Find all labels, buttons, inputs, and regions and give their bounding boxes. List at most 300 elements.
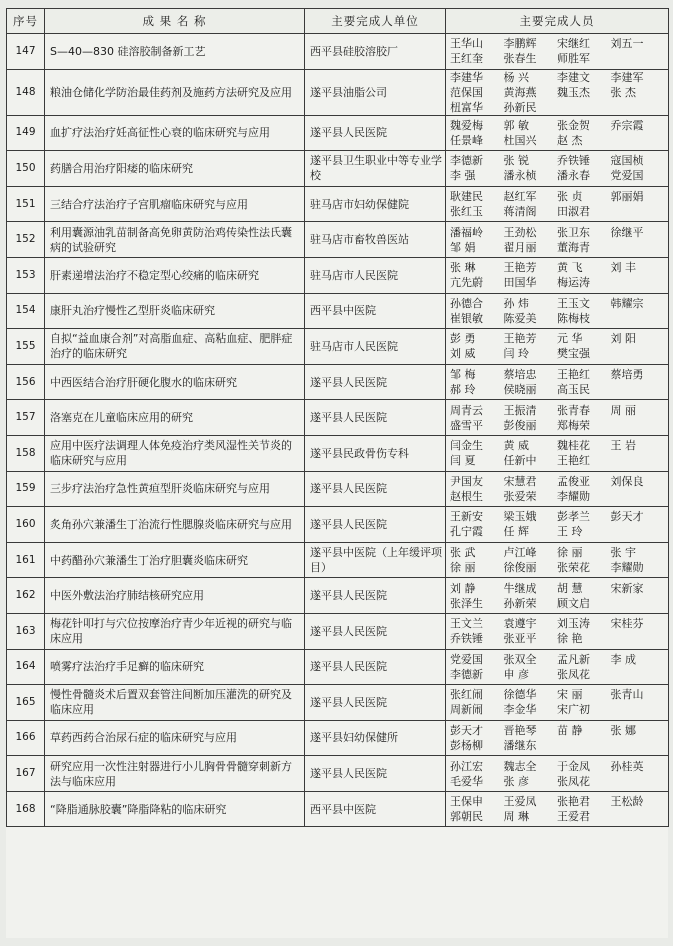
people-line: [450, 418, 664, 433]
person-name: 孟凡新: [557, 652, 590, 666]
person-name: 张亚平: [503, 632, 537, 646]
completion-unit: 遂平县人民医院: [305, 471, 446, 507]
completion-people: [446, 222, 669, 258]
person-name: 张金贺: [557, 118, 590, 132]
person-name: 王文兰: [450, 617, 483, 631]
person-name: [611, 100, 665, 115]
person-name: 李耀勋: [557, 489, 590, 503]
person-name: 彭孝兰: [557, 510, 590, 524]
person-name: 宋新家: [610, 581, 644, 595]
person-name: 周 丽: [610, 403, 636, 417]
person-name: 乔铁锤: [557, 154, 590, 168]
completion-unit: 遂平县油脂公司: [305, 69, 446, 115]
person-name: 郭朝民: [450, 810, 483, 824]
table-row: [7, 578, 669, 614]
achievement-title: 血扩疗法治疗妊高征性心衰的临床研究与应用: [45, 115, 305, 151]
achievement-title: 自拟“益血康合剂”对高脂血症、高粘血症、肥胖症治疗的临床研究: [45, 329, 305, 365]
person-name: 孙新荣: [503, 596, 537, 610]
people-line: [450, 652, 664, 667]
achievement-title: 肝素递增法治疗不稳定型心绞痛的临床研究: [45, 257, 305, 293]
person-name: [611, 738, 665, 753]
person-name: 李建华: [450, 70, 483, 84]
table-row: [7, 542, 669, 578]
person-name: 田淑君: [557, 205, 590, 219]
people-line: [450, 36, 664, 51]
achievement-title: 洛塞克在儿童临床应用的研究: [45, 400, 305, 436]
person-name: 樊宝强: [557, 347, 590, 361]
completion-people: [446, 364, 669, 400]
person-name: 李耀勋: [610, 561, 644, 575]
table-row: [7, 720, 669, 756]
person-name: 刘 威: [450, 347, 476, 361]
header-no: 序号: [7, 9, 45, 34]
person-name: 彭杨柳: [450, 738, 483, 752]
person-name: 李金华: [503, 703, 537, 717]
row-number: 148: [7, 69, 45, 115]
achievement-title: “降脂通脉胶囊”降脂降粘的临床研究: [45, 791, 305, 827]
row-number: 166: [7, 720, 45, 756]
person-name: 张 锐: [503, 154, 529, 168]
completion-unit: 遂平县妇幼保健所: [305, 720, 446, 756]
person-name: 任 辉: [503, 525, 529, 539]
table-row: [7, 364, 669, 400]
person-name: 蔡培勇: [610, 368, 644, 382]
row-number: 155: [7, 329, 45, 365]
people-line: [450, 70, 664, 85]
person-name: 闫金生: [450, 439, 483, 453]
people-line: [450, 581, 664, 596]
person-name: 孙桂英: [610, 759, 644, 773]
people-line: [450, 687, 664, 702]
completion-unit: 西平县中医院: [305, 293, 446, 329]
person-name: 张 娜: [610, 723, 636, 737]
people-line: [450, 367, 664, 382]
completion-unit: 遂平县卫生职业中等专业学校: [305, 151, 446, 187]
person-name: 王红奎: [450, 52, 483, 66]
person-name: 王 岩: [610, 439, 636, 453]
person-name: 蒋清阁: [503, 205, 537, 219]
people-line: [450, 85, 664, 100]
person-name: 王艳红: [557, 368, 590, 382]
people-line: [450, 189, 664, 204]
person-name: 黄 飞: [557, 261, 583, 275]
completion-unit: 遂平县人民医院: [305, 507, 446, 543]
person-name: 孙 炜: [503, 296, 529, 310]
completion-unit: 遂平县人民医院: [305, 685, 446, 721]
table-row: [7, 685, 669, 721]
table-row: [7, 34, 669, 70]
people-line: [450, 311, 664, 326]
row-number: 164: [7, 649, 45, 685]
achievement-title: 炙角孙穴兼潘生丁治流行性腮腺炎临床研究与应用: [45, 507, 305, 543]
completion-people: [446, 186, 669, 222]
person-name: 魏爱梅: [450, 118, 483, 132]
people-line: [450, 296, 664, 311]
table-row: [7, 115, 669, 151]
row-number: 149: [7, 115, 45, 151]
completion-unit: 遂平县人民医院: [305, 400, 446, 436]
person-name: 张凤花: [557, 774, 590, 788]
person-name: 盛雪平: [450, 418, 483, 432]
person-name: 魏桂花: [557, 439, 590, 453]
table-row: [7, 400, 669, 436]
person-name: 王新安: [450, 510, 483, 524]
person-name: [611, 133, 665, 148]
achievement-title: 中医外敷法治疗肺结核研究应用: [45, 578, 305, 614]
achievement-title: 三步疗法治疗急性黄疸型肝炎临床研究与应用: [45, 471, 305, 507]
person-name: 魏志全: [503, 759, 537, 773]
table-row: [7, 791, 669, 827]
people-line: [450, 474, 664, 489]
completion-people: [446, 400, 669, 436]
row-number: 159: [7, 471, 45, 507]
person-name: 李建军: [610, 70, 644, 84]
people-line: [450, 403, 664, 418]
person-name: 张艳君: [557, 795, 590, 809]
achievements-table: [6, 8, 669, 827]
people-line: [450, 100, 664, 115]
completion-people: [446, 34, 669, 70]
achievement-title: 喷雾疗法治疗手足癣的临床研究: [45, 649, 305, 685]
person-name: 高玉民: [557, 383, 590, 397]
person-name: 刘 阳: [610, 332, 636, 346]
person-name: 乔宗霞: [610, 118, 644, 132]
people-line: [450, 133, 664, 148]
row-number: 156: [7, 364, 45, 400]
person-name: 宋 丽: [557, 688, 583, 702]
completion-people: [446, 507, 669, 543]
person-name: 张红闹: [450, 688, 483, 702]
person-name: 邹 梅: [450, 368, 476, 382]
person-name: [611, 51, 665, 66]
table-row: [7, 435, 669, 471]
person-name: 牛继成: [503, 581, 537, 595]
person-name: [611, 596, 665, 611]
person-name: 郑梅荣: [557, 418, 590, 432]
person-name: 黄海燕: [503, 85, 537, 99]
people-line: [450, 794, 664, 809]
people-line: [450, 738, 664, 753]
person-name: 郭丽娟: [610, 190, 644, 204]
people-line: [450, 438, 664, 453]
table-row: [7, 649, 669, 685]
row-number: 165: [7, 685, 45, 721]
person-name: 陈梅枝: [557, 311, 590, 325]
completion-unit: 西平县中医院: [305, 791, 446, 827]
person-name: 王保申: [450, 795, 483, 809]
person-name: 李鹏辉: [503, 37, 537, 51]
person-name: [611, 524, 665, 539]
person-name: [611, 275, 665, 290]
person-name: 王 玲: [557, 525, 583, 539]
completion-unit: 驻马店市人民医院: [305, 329, 446, 365]
person-name: 徐 丽: [450, 561, 476, 575]
person-name: 黄 威: [503, 439, 529, 453]
completion-people: [446, 578, 669, 614]
person-name: 徐 丽: [557, 546, 583, 560]
person-name: 张青山: [610, 688, 644, 702]
person-name: 崔银敏: [450, 311, 483, 325]
completion-people: [446, 613, 669, 649]
person-name: 胡 慧: [557, 581, 583, 595]
people-line: [450, 631, 664, 646]
person-name: 宋桂芬: [610, 617, 644, 631]
people-line: [450, 560, 664, 575]
people-line: [450, 667, 664, 682]
row-number: 158: [7, 435, 45, 471]
completion-people: [446, 791, 669, 827]
table-row: [7, 613, 669, 649]
person-name: 王爱凤: [503, 795, 537, 809]
table-row: [7, 222, 669, 258]
table-row: [7, 471, 669, 507]
person-name: 苗 静: [557, 723, 583, 737]
person-name: 翟月丽: [503, 240, 537, 254]
person-name: 彭天才: [610, 510, 644, 524]
completion-people: [446, 649, 669, 685]
person-name: 范保国: [450, 85, 483, 99]
person-name: 赵根生: [450, 489, 483, 503]
completion-people: [446, 685, 669, 721]
person-name: 杻富华: [450, 100, 483, 114]
row-number: 167: [7, 756, 45, 792]
people-line: [450, 225, 664, 240]
person-name: [611, 311, 665, 326]
completion-unit: 驻马店市人民医院: [305, 257, 446, 293]
row-number: 161: [7, 542, 45, 578]
person-name: 王艳芳: [503, 261, 537, 275]
people-line: [450, 489, 664, 504]
person-name: 张泽生: [450, 596, 483, 610]
achievement-title: 草药西药合治尿石症的临床研究与应用: [45, 720, 305, 756]
person-name: 王艳红: [557, 454, 590, 468]
row-number: 150: [7, 151, 45, 187]
completion-people: [446, 115, 669, 151]
person-name: [611, 774, 665, 789]
person-name: 周 琳: [503, 810, 529, 824]
header-unit: 主要完成人单位: [305, 9, 446, 34]
person-name: 尹国友: [450, 474, 483, 488]
completion-people: [446, 69, 669, 115]
completion-people: [446, 151, 669, 187]
people-line: [450, 240, 664, 255]
person-name: 王华山: [450, 37, 483, 51]
completion-unit: 驻马店市畜牧兽医站: [305, 222, 446, 258]
person-name: 邹 娟: [450, 240, 476, 254]
person-name: 陈爱美: [503, 311, 537, 325]
person-name: 宋广初: [557, 703, 590, 717]
person-name: 李德新: [450, 154, 483, 168]
completion-people: [446, 257, 669, 293]
people-line: [450, 260, 664, 275]
person-name: 韩耀宗: [610, 296, 644, 310]
person-name: 杨 兴: [503, 70, 529, 84]
row-number: 154: [7, 293, 45, 329]
completion-unit: 遂平县人民医院: [305, 756, 446, 792]
completion-unit: 遂平县人民医院: [305, 364, 446, 400]
person-name: 乔铁锤: [450, 632, 483, 646]
table-row: [7, 293, 669, 329]
completion-unit: 西平县硅胶溶胶厂: [305, 34, 446, 70]
header-title: 成 果 名 称: [45, 9, 305, 34]
person-name: [611, 418, 665, 433]
achievement-title: 三结合疗法治疗子宫肌瘤临床研究与应用: [45, 186, 305, 222]
achievement-title: 粮油仓储化学防治最佳药剂及施药方法研究及应用: [45, 69, 305, 115]
person-name: 宋继红: [557, 37, 590, 51]
achievement-title: 中药醋孙穴兼潘生丁治疗胆囊炎临床研究: [45, 542, 305, 578]
table-row: [7, 69, 669, 115]
achievement-title: 利用囊源油乳苗制备高免卵黄防治鸡传染性法氏囊病的试验研究: [45, 222, 305, 258]
completion-people: [446, 293, 669, 329]
people-line: [450, 545, 664, 560]
person-name: 卢江峰: [503, 546, 537, 560]
person-name: 李建文: [557, 70, 590, 84]
person-name: 李 强: [450, 169, 476, 183]
table-row: [7, 507, 669, 543]
completion-people: [446, 471, 669, 507]
person-name: 刘 丰: [610, 261, 636, 275]
person-name: 李德新: [450, 667, 483, 681]
person-name: 党爱国: [610, 169, 644, 183]
people-line: [450, 168, 664, 183]
person-name: 李 成: [610, 652, 636, 666]
achievement-title: 康肝丸治疗慢性乙型肝炎临床研究: [45, 293, 305, 329]
person-name: 元 华: [557, 332, 583, 346]
people-line: [450, 204, 664, 219]
person-name: 潘永春: [557, 169, 590, 183]
person-name: 梁玉娥: [503, 510, 537, 524]
document-page: [6, 8, 668, 938]
person-name: 徐继平: [610, 225, 644, 239]
person-name: [557, 738, 611, 753]
person-name: 郭 敏: [503, 118, 529, 132]
person-name: 顾文启: [557, 596, 590, 610]
person-name: 田国华: [503, 276, 537, 290]
person-name: 张红玉: [450, 205, 483, 219]
people-line: [450, 382, 664, 397]
completion-unit: 遂平县人民医院: [305, 115, 446, 151]
person-name: 彭天才: [450, 723, 483, 737]
people-line: [450, 723, 664, 738]
table-row: [7, 257, 669, 293]
person-name: 刘玉涛: [557, 617, 590, 631]
person-name: 张 杰: [610, 85, 636, 99]
person-name: 张青春: [557, 403, 590, 417]
person-name: 潘福岭: [450, 225, 483, 239]
table-body: [7, 34, 669, 827]
person-name: 亢先蔚: [450, 276, 483, 290]
person-name: 张 武: [450, 546, 476, 560]
person-name: 寇国桢: [610, 154, 644, 168]
row-number: 163: [7, 613, 45, 649]
person-name: 周新闹: [450, 703, 483, 717]
table-header-row: [7, 9, 669, 34]
row-number: 168: [7, 791, 45, 827]
person-name: 张 琳: [450, 261, 476, 275]
row-number: 153: [7, 257, 45, 293]
person-name: 孙新民: [503, 100, 537, 114]
person-name: 徐 艳: [557, 632, 583, 646]
completion-people: [446, 435, 669, 471]
person-name: 于金凤: [557, 759, 590, 773]
table-row: [7, 756, 669, 792]
person-name: 刘五一: [610, 37, 644, 51]
completion-unit: 遂平县人民医院: [305, 613, 446, 649]
person-name: 王艳芳: [503, 332, 537, 346]
person-name: 孟俊亚: [557, 474, 590, 488]
person-name: 毛爱华: [450, 774, 483, 788]
completion-unit: 遂平县人民医院: [305, 649, 446, 685]
person-name: 王振清: [503, 403, 537, 417]
person-name: 张双全: [503, 652, 537, 666]
person-name: 王劲松: [503, 225, 537, 239]
person-name: 赵 杰: [557, 133, 583, 147]
person-name: 潘继东: [503, 738, 537, 752]
people-line: [450, 153, 664, 168]
row-number: 147: [7, 34, 45, 70]
person-name: 潘永桢: [503, 169, 537, 183]
person-name: 王玉文: [557, 296, 590, 310]
achievement-title: 药膳合用治疗阳痿的临床研究: [45, 151, 305, 187]
people-line: [450, 759, 664, 774]
person-name: 申 彦: [503, 667, 529, 681]
person-name: [611, 204, 665, 219]
achievement-title: 中西医结合治疗肝硬化腹水的临床研究: [45, 364, 305, 400]
people-line: [450, 596, 664, 611]
person-name: [611, 809, 665, 824]
person-name: 张 彦: [503, 774, 529, 788]
people-line: [450, 809, 664, 824]
row-number: 157: [7, 400, 45, 436]
people-line: [450, 453, 664, 468]
table-row: [7, 186, 669, 222]
row-number: 160: [7, 507, 45, 543]
completion-unit: 驻马店市妇幼保健院: [305, 186, 446, 222]
person-name: [611, 702, 665, 717]
person-name: 闫 玲: [503, 347, 529, 361]
person-name: [611, 631, 665, 646]
achievement-title: 应用中医疗法调理人体免疫治疗类风湿性关节炎的临床研究与应用: [45, 435, 305, 471]
person-name: 侯晓丽: [503, 383, 537, 397]
person-name: 彭俊丽: [503, 418, 537, 432]
person-name: 彭 勇: [450, 332, 476, 346]
people-line: [450, 702, 664, 717]
person-name: 闫 夏: [450, 454, 476, 468]
person-name: 任新中: [503, 454, 537, 468]
row-number: 162: [7, 578, 45, 614]
achievement-title: S—40—830 硅溶胶制备新工艺: [45, 34, 305, 70]
person-name: 杜国兴: [503, 133, 537, 147]
person-name: 董海青: [557, 240, 590, 254]
people-line: [450, 51, 664, 66]
person-name: 郝 玲: [450, 383, 476, 397]
row-number: 152: [7, 222, 45, 258]
table-row: [7, 329, 669, 365]
person-name: 张凤花: [557, 667, 590, 681]
person-name: 周青云: [450, 403, 483, 417]
person-name: [611, 382, 665, 397]
person-name: [611, 240, 665, 255]
person-name: 魏玉杰: [557, 85, 590, 99]
completion-people: [446, 720, 669, 756]
person-name: 徐德华: [503, 688, 537, 702]
person-name: 张荣花: [557, 561, 590, 575]
person-name: [611, 453, 665, 468]
people-line: [450, 524, 664, 539]
person-name: 王松龄: [610, 795, 644, 809]
people-line: [450, 616, 664, 631]
person-name: 赵红军: [503, 190, 537, 204]
